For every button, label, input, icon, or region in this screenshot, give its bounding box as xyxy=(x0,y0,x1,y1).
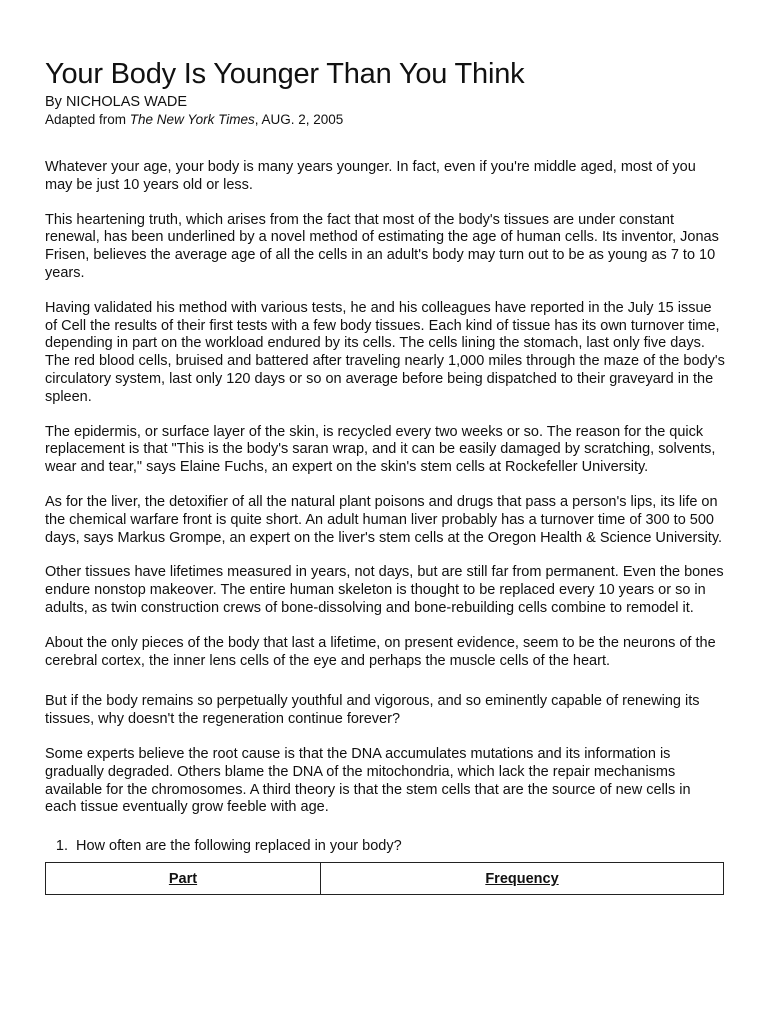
article xyxy=(45,56,725,895)
question-number: 1. xyxy=(55,838,68,855)
answer-table xyxy=(45,862,724,895)
column-header-frequency: Frequency xyxy=(321,863,724,895)
paragraph: The epidermis, or surface layer of the skin, is recycled every two weeks or so. The reason for the quick replacement is that "This is the body's saran wrap, and it can be easily damaged by scratching, solvents, wear and tear," says Elaine Fuchs, an expert on the skin's stem cells at Rockefeller University. xyxy=(45,423,716,476)
article-source xyxy=(45,111,725,128)
column-header-part: Part xyxy=(46,863,321,895)
table-header-row xyxy=(46,863,724,895)
paragraph: About the only pieces of the body that last a lifetime, on present evidence, seem to be the neurons of the cerebral cortex, the inner lens cells of the eye and perhaps the muscle cells of the heart. xyxy=(45,634,716,669)
article-title: Your Body Is Younger Than You Think xyxy=(45,58,525,90)
question-text: How often are the following replaced in your body? xyxy=(76,838,402,855)
paragraph: As for the liver, the detoxifier of all the natural plant poisons and drugs that pass a person's lips, its life on the chemical warfare front is quite short. An adult human liver probably has a turnover time of 300 to 500 days, says Markus Grompe, an expert on the liver's stem cells at the Oregon Health & Science University. xyxy=(45,493,723,546)
paragraph: Some experts believe the root cause is that the DNA accumulates mutations and its information is gradually degraded. Others blame the DNA of the mitochondria, which lack the repair mechanisms available for the chromosomes. A third theory is that the stem cells that are the source of new cells in each tissue eventually grow feeble with age. xyxy=(45,745,691,816)
paragraph: Whatever your age, your body is many years younger. In fact, even if you're middle aged, most of you may be just 10 years old or less. xyxy=(45,159,696,193)
source-prefix: Adapted from xyxy=(45,112,130,127)
question-item xyxy=(45,837,725,855)
paragraph: Other tissues have lifetimes measured in years, not days, but are still far from permanent. Even the bones endure nonstop makeover. The entire human skeleton is thought to be replaced every 10 years or so in adults, as twin construction crews of bone-dissolving and bone-rebuilding cells combine to remodel it. xyxy=(45,564,724,616)
paragraph: But if the body remains so perpetually youthful and vigorous, and so eminently capable of renewing its tissues, why doesn't the regeneration continue forever? xyxy=(45,693,700,728)
paragraph: Having validated his method with various tests, he and his colleagues have reported in the July 15 issue of Cell the results of their first tests with a few body tissues. Each kind of tissue has its own turnover time, depending in part on the workload endured by its cells. The cells lining the stomach, last only five days. The red blood cells, bruised and battered after traveling nearly 1,000 miles through the maze of the body's circulatory system, last only 120 days or so on average before being dispatched to their graveyard in the spleen. xyxy=(45,299,725,405)
paragraph: This heartening truth, which arises from the fact that most of the body's tissues are under constant renewal, has been underlined by a novel method of estimating the age of human cells. Its inventor, Jonas Frisen, believes the average age of all the cells in an adult's body may turn out to be as young as 7 to 10 years. xyxy=(45,211,719,281)
source-publication: The New York Times xyxy=(129,112,255,127)
article-byline: By NICHOLAS WADE xyxy=(45,94,188,110)
source-date: , AUG. 2, 2005 xyxy=(254,112,344,127)
